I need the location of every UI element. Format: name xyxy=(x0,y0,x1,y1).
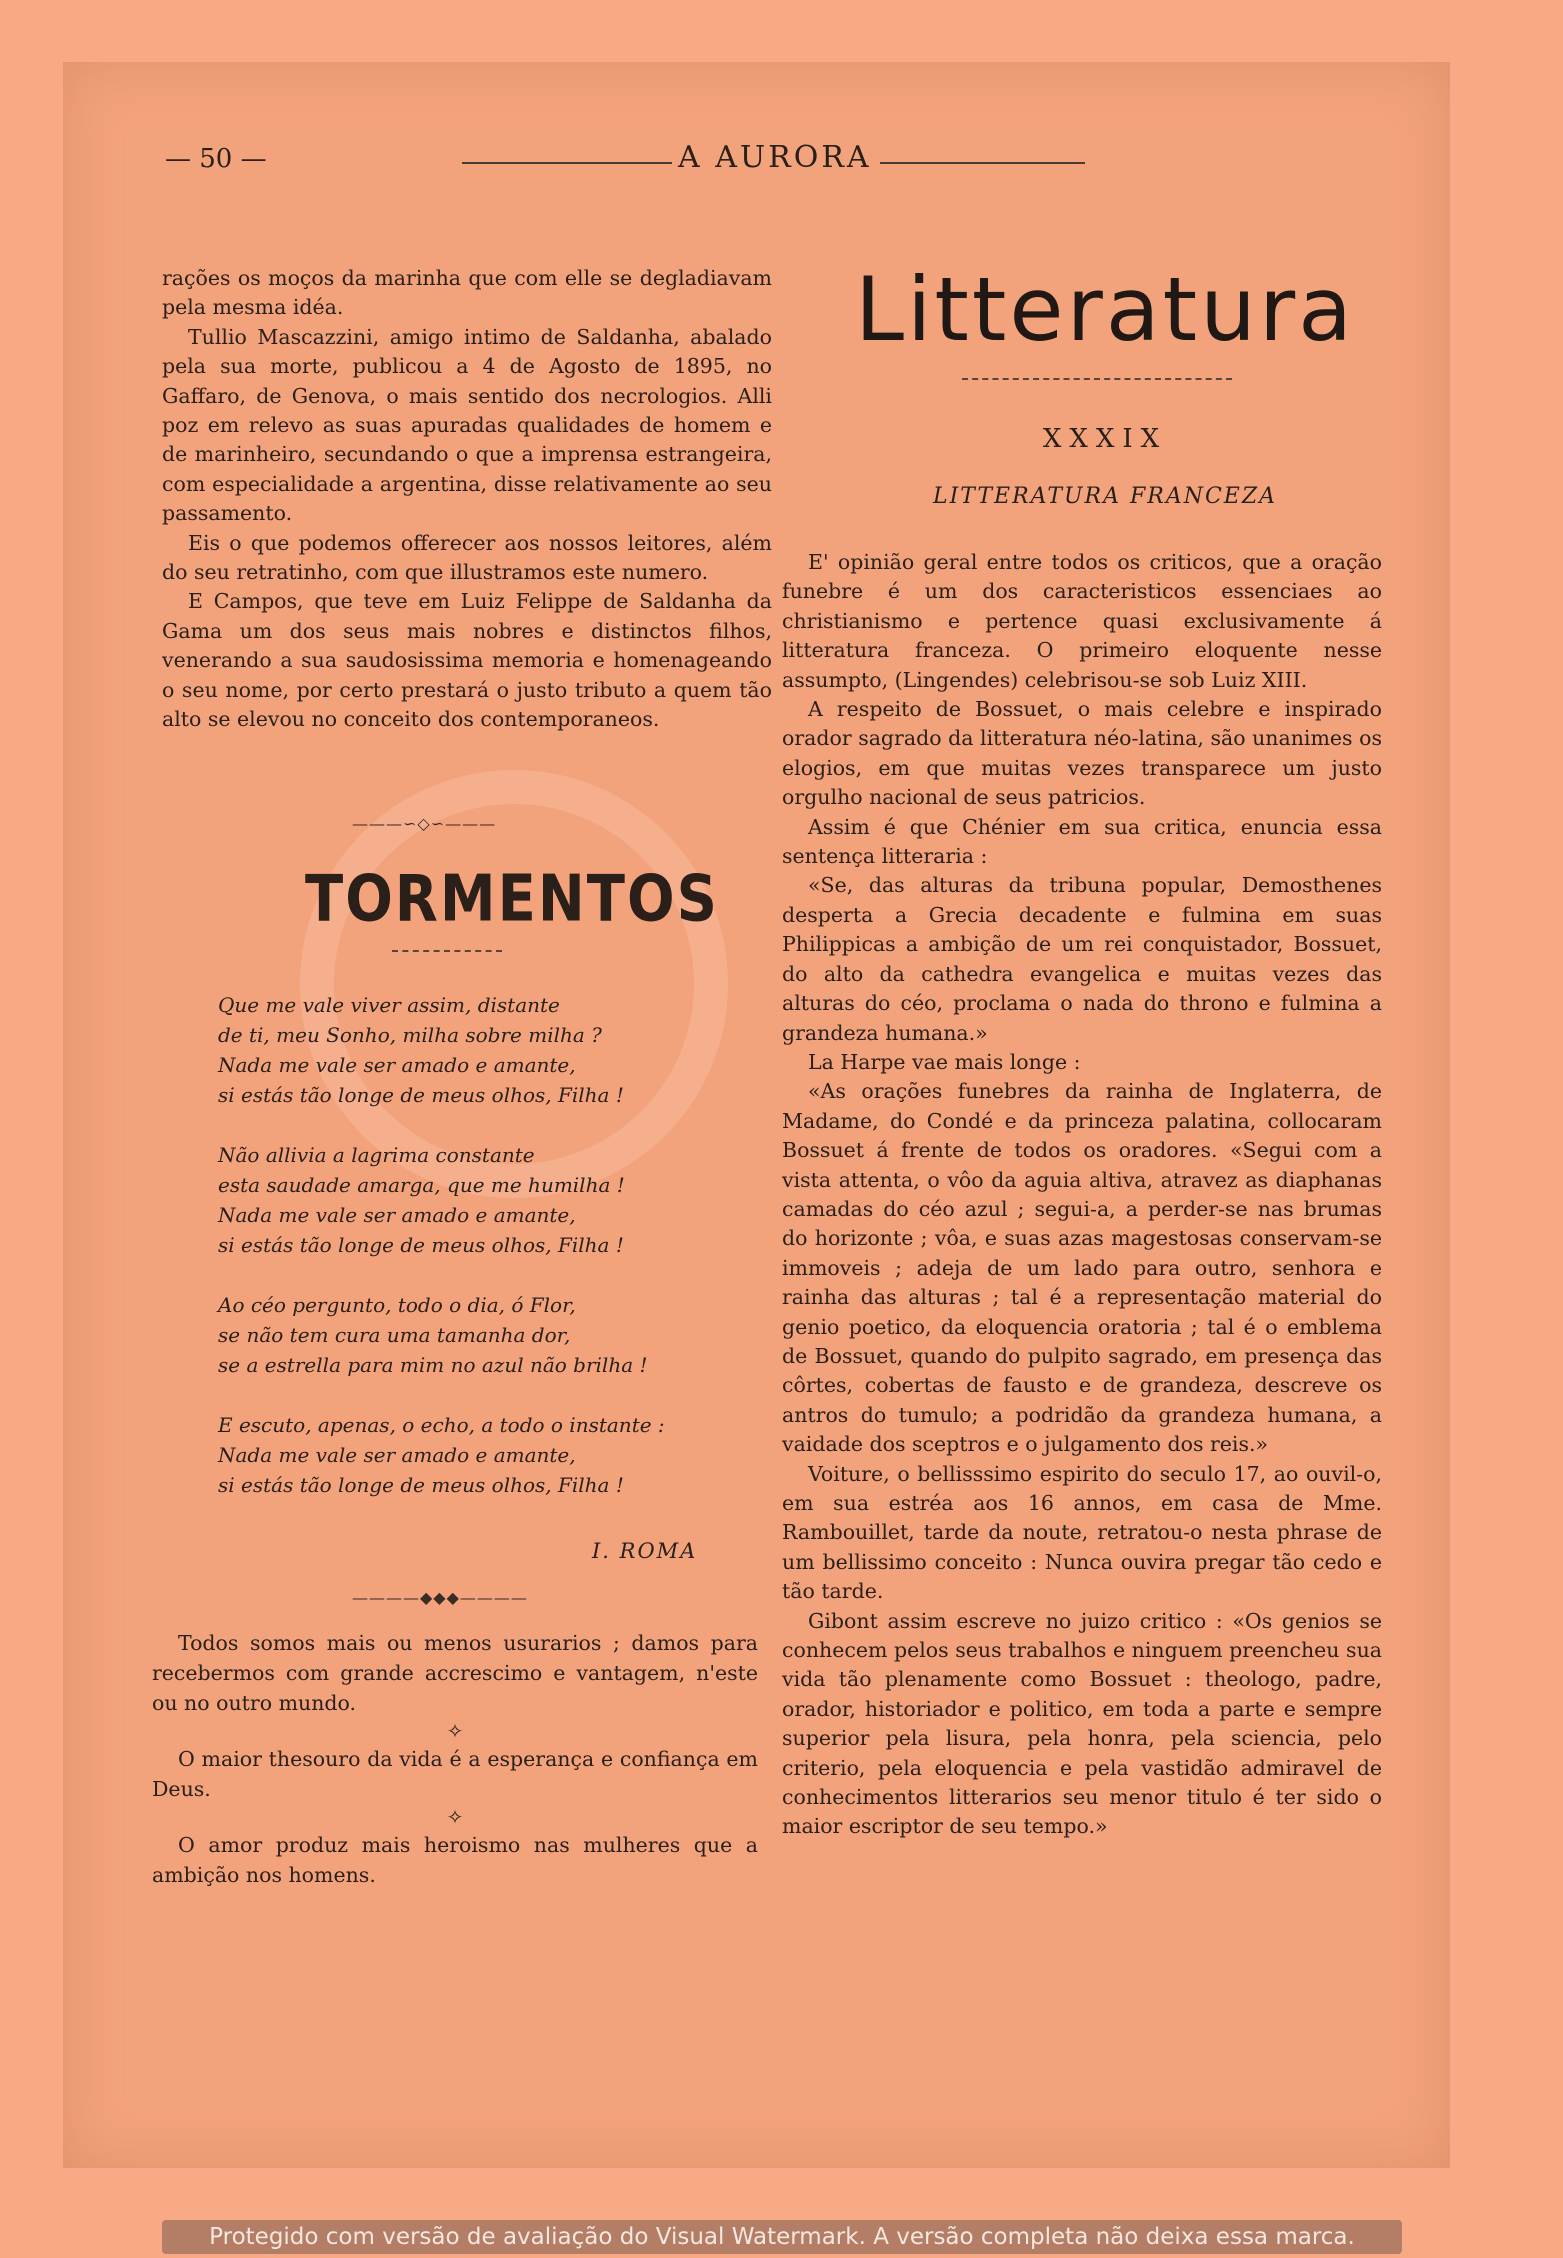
page-number: — 50 — xyxy=(165,144,267,174)
poem-line: Que me vale viver assim, distante xyxy=(218,993,560,1017)
poem-line: esta saudade amarga, que me humilha ! xyxy=(218,1173,625,1197)
right-paragraph: Gibont assim escreve no juizo critico : «Os genios se conhecem pelos seus trabalhos e ninguem preencheu sua vida tão plenamente como Bossuet : theologo, padre, orador, historiador e politico, em toda a parte e sempre superior pela lisura, pela honra, pela sciencia, pelo criterio, pela eloquencia e pela vastidão admiravel de conhecimentos litterarios seu menor titulo é ter sido o maior escriptor de seu tempo.» xyxy=(782,1608,1382,1839)
right-paragraph: Voiture, o bellisssimo espirito do seculo 17, ao ouvil-o, em sua estréa aos 16 annos, em casa de Mme. Rambouillet, tarde da noute, retratou-o nesta phrase de um bellissimo conceito : Nunca ouvira pregar tão cedo e tão tarde. xyxy=(782,1461,1382,1604)
poem-line: se a estrella para mim no azul não brilha ! xyxy=(218,1353,648,1377)
right-paragraph: E' opinião geral entre todos os criticos, que a oração funebre é um dos caracteristicos essenciaes ao christianismo e pertence quasi exclusivamente á litteratura franceza. O primeiro eloquente nesse assumpto, (Lingendes) celebrisou-se sob Luiz XIII. xyxy=(782,550,1382,692)
right-paragraph: «As orações funebres da rainha de Inglaterra, de Madame, do Condé e da princeza palatina, collocaram Bossuet á frente de todos os oradores. «Segui com a vista attenta, o vôo da aguia altiva, atravez as diaphanas camadas do céo azul ; segui-a, a perder-se nas brumas do horizonte ; vôa, e suas azas magestosas conservam-se immoveis ; adeja de um lado para outro, senhora e rainha das alturas ; tal é a representação material do genio poetico, da eloquencia oratoria ; tal é o emblema de Bossuet, quando do pulpito sagrado, em presença das côrtes, cobertas de fausto e de grandeza, descreve os antros do tumulo; a podridão da grandeza humana, a vaidade dos sceptros e o julgamento dos reis.» xyxy=(782,1079,1382,1457)
poem-stanza xyxy=(218,1410,738,1500)
right-column xyxy=(782,548,1382,1842)
header-rule-left xyxy=(462,162,672,164)
poem-stanza xyxy=(218,1140,738,1260)
star-divider-icon: ✧ xyxy=(446,1805,464,1829)
ornament-divider-2: ————◆◆◆———— xyxy=(352,1588,528,1607)
left-paragraph: Eis o que podemos offerecer aos nossos leitores, além do seu retratinho, com que illustramos este numero. xyxy=(162,530,772,585)
poem-line: Nada me vale ser amado e amante, xyxy=(218,1203,576,1227)
poem-title: TORMENTOS xyxy=(305,862,719,937)
poem-author: I. ROMA xyxy=(592,1539,698,1563)
poem-line: si estás tão longe de meus olhos, Filha ! xyxy=(218,1473,624,1497)
poem-title-rule xyxy=(392,950,502,952)
right-paragraph: «Se, das alturas da tribuna popular, Demosthenes desperta a Grecia decadente e fulmina em suas Philippicas a ambição de um rei conquistador, Bossuet, do alto da cathedra evangelica e muitas vezes das alturas do céo, proclama o nada do throno e fulmina a grandeza humana.» xyxy=(782,873,1382,1045)
poem-line: se não tem cura uma tamanha dor, xyxy=(218,1323,571,1347)
right-paragraph: Assim é que Chénier em sua critica, enuncia essa sentença litteraria : xyxy=(782,814,1382,869)
poem-line: Nada me vale ser amado e amante, xyxy=(218,1053,576,1077)
notes-section xyxy=(152,1628,758,1890)
note-paragraph: O amor produz mais heroismo nas mulheres que a ambição nos homens. xyxy=(152,1833,758,1887)
poem-line: si estás tão longe de meus olhos, Filha ! xyxy=(218,1233,624,1257)
note-paragraph: O maior thesouro da vida é a esperança e confiança em Deus. xyxy=(152,1747,758,1801)
section-title: Litteratura xyxy=(854,258,1356,361)
poem-line: Não allivia a lagrima constante xyxy=(218,1143,535,1167)
chapter-number: XXXIX xyxy=(1042,424,1168,454)
chapter-subtitle: LITTERATURA FRANCEZA xyxy=(932,484,1278,509)
poem-line: de ti, meu Sonho, milha sobre milha ? xyxy=(218,1023,602,1047)
poem-line: E escuto, apenas, o echo, a todo o instante : xyxy=(218,1413,665,1437)
left-paragraph: Tullio Mascazzini, amigo intimo de Saldanha, abalado pela sua morte, publicou a 4 de Agosto de 1895, no Gaffaro, de Genova, o mais sentido dos necrologios. Alli poz em relevo as suas apuradas qualidades de homem e de marinheiro, secundando o que a imprensa estrangeira, com especialidade a argentina, disse relativamente ao seu passamento. xyxy=(162,324,772,526)
poem-line: Nada me vale ser amado e amante, xyxy=(218,1443,576,1467)
section-title-rule xyxy=(962,378,1232,380)
note-paragraph: Todos somos mais ou menos usurarios ; damos para recebermos com grande accrescimo e vantagem, n'este ou no outro mundo. xyxy=(152,1631,758,1715)
left-paragraph: E Campos, que teve em Luiz Felippe de Saldanha da Gama um dos seus mais nobres e distinctos filhos, venerando a sua saudosissima memoria e homenageando o seu nome, por certo prestará o justo tributo a quem tão alto se elevou no conceito dos contemporaneos. xyxy=(162,589,772,732)
watermark-banner: Protegido com versão de avaliação do Visual Watermark. A versão completa não deixa essa marca. xyxy=(162,2220,1402,2254)
poem-stanza xyxy=(218,1290,738,1380)
right-paragraph: La Harpe vae mais longe : xyxy=(808,1049,1081,1074)
left-paragraph: rações os moços da marinha que com elle se degladiavam pela mesma idéa. xyxy=(162,266,772,320)
journal-title: A AURORA xyxy=(678,140,872,175)
poem-line: si estás tão longe de meus olhos, Filha ! xyxy=(218,1083,624,1107)
header-rule-right xyxy=(880,162,1085,164)
poem-body xyxy=(218,990,738,1530)
poem-line: Ao céo pergunto, todo o dia, ó Flor, xyxy=(218,1293,576,1317)
left-column xyxy=(162,264,772,735)
right-paragraph: A respeito de Bossuet, o mais celebre e inspirado orador sagrado da litteratura néo-latina, são unanimes os elogios, em que muitas vezes transparece um justo orgulho nacional de seus patricios. xyxy=(782,697,1382,810)
poem-stanza xyxy=(218,990,738,1110)
ornament-divider: ———∽◇∽——— xyxy=(352,814,497,833)
star-divider-icon: ✧ xyxy=(446,1719,464,1743)
